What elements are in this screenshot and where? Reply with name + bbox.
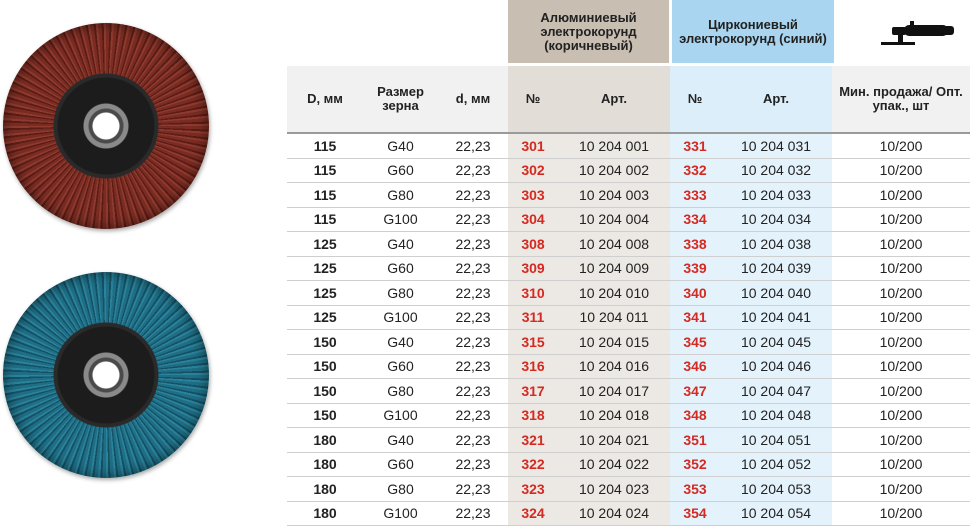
cell-grain: G80 xyxy=(363,477,438,502)
cell-bore: 22,23 xyxy=(438,428,508,453)
cell-zir-article: 10 204 041 xyxy=(720,305,832,330)
cell-grain: G40 xyxy=(363,133,438,158)
cell-alu-number: 302 xyxy=(508,158,558,183)
cell-grain: G100 xyxy=(363,207,438,232)
cell-zir-article: 10 204 054 xyxy=(720,501,832,526)
cell-pack: 10/200 xyxy=(832,452,970,477)
table-row xyxy=(287,501,970,526)
cell-diameter: 115 xyxy=(287,207,363,232)
cell-zir-number: 352 xyxy=(670,452,720,477)
cell-alu-number: 317 xyxy=(508,379,558,404)
cell-diameter: 150 xyxy=(287,354,363,379)
cell-grain: G100 xyxy=(363,403,438,428)
cell-grain: G80 xyxy=(363,183,438,208)
cell-bore: 22,23 xyxy=(438,330,508,355)
cell-zir-article: 10 204 048 xyxy=(720,403,832,428)
cell-grain: G60 xyxy=(363,354,438,379)
cell-zir-number: 345 xyxy=(670,330,720,355)
cell-zir-number: 347 xyxy=(670,379,720,404)
table-row xyxy=(287,256,970,281)
cell-pack: 10/200 xyxy=(832,501,970,526)
blue-flap-disc-image xyxy=(3,272,209,478)
cell-pack: 10/200 xyxy=(832,232,970,257)
cell-alu-article: 10 204 010 xyxy=(558,281,670,306)
cell-alu-number: 310 xyxy=(508,281,558,306)
angle-grinder-icon xyxy=(870,14,962,54)
cell-diameter: 180 xyxy=(287,501,363,526)
table-row xyxy=(287,232,970,257)
cell-alu-article: 10 204 004 xyxy=(558,207,670,232)
cell-alu-number: 301 xyxy=(508,133,558,158)
cell-diameter: 125 xyxy=(287,232,363,257)
cell-zir-number: 340 xyxy=(670,281,720,306)
cell-zir-number: 348 xyxy=(670,403,720,428)
cell-alu-number: 308 xyxy=(508,232,558,257)
cell-alu-article: 10 204 024 xyxy=(558,501,670,526)
cell-zir-number: 353 xyxy=(670,477,720,502)
cell-alu-number: 303 xyxy=(508,183,558,208)
cell-bore: 22,23 xyxy=(438,452,508,477)
cell-zir-article: 10 204 031 xyxy=(720,133,832,158)
cell-grain: G80 xyxy=(363,379,438,404)
cell-bore: 22,23 xyxy=(438,207,508,232)
cell-zir-article: 10 204 053 xyxy=(720,477,832,502)
cell-grain: G80 xyxy=(363,281,438,306)
cell-bore: 22,23 xyxy=(438,158,508,183)
table-row xyxy=(287,354,970,379)
cell-diameter: 115 xyxy=(287,183,363,208)
cell-alu-article: 10 204 015 xyxy=(558,330,670,355)
cell-grain: G100 xyxy=(363,305,438,330)
cell-pack: 10/200 xyxy=(832,428,970,453)
cell-bore: 22,23 xyxy=(438,256,508,281)
header-zir-article: Арт. xyxy=(720,66,832,133)
cell-alu-article: 10 204 021 xyxy=(558,428,670,453)
cell-pack: 10/200 xyxy=(832,256,970,281)
cell-zir-number: 346 xyxy=(670,354,720,379)
cell-diameter: 150 xyxy=(287,403,363,428)
cell-zir-article: 10 204 040 xyxy=(720,281,832,306)
table-header-row xyxy=(287,66,970,133)
cell-bore: 22,23 xyxy=(438,403,508,428)
cell-alu-article: 10 204 023 xyxy=(558,477,670,502)
cell-bore: 22,23 xyxy=(438,232,508,257)
cell-zir-number: 334 xyxy=(670,207,720,232)
cell-diameter: 180 xyxy=(287,452,363,477)
cell-alu-number: 311 xyxy=(508,305,558,330)
cell-alu-article: 10 204 003 xyxy=(558,183,670,208)
cell-grain: G40 xyxy=(363,232,438,257)
cell-diameter: 125 xyxy=(287,256,363,281)
cell-alu-article: 10 204 016 xyxy=(558,354,670,379)
brown-flap-disc-image xyxy=(3,23,209,229)
cell-pack: 10/200 xyxy=(832,330,970,355)
cell-zir-article: 10 204 039 xyxy=(720,256,832,281)
cell-alu-number: 315 xyxy=(508,330,558,355)
cell-zir-article: 10 204 047 xyxy=(720,379,832,404)
table-row xyxy=(287,133,970,158)
cell-zir-article: 10 204 038 xyxy=(720,232,832,257)
table-row xyxy=(287,379,970,404)
cell-alu-article: 10 204 017 xyxy=(558,379,670,404)
cell-diameter: 115 xyxy=(287,133,363,158)
cell-alu-article: 10 204 022 xyxy=(558,452,670,477)
table-row xyxy=(287,281,970,306)
cell-diameter: 125 xyxy=(287,281,363,306)
header-alu-number: № xyxy=(508,66,558,133)
cell-zir-article: 10 204 032 xyxy=(720,158,832,183)
cell-zir-number: 331 xyxy=(670,133,720,158)
cell-alu-article: 10 204 008 xyxy=(558,232,670,257)
table-row xyxy=(287,330,970,355)
cell-zir-article: 10 204 052 xyxy=(720,452,832,477)
cell-zir-article: 10 204 046 xyxy=(720,354,832,379)
cell-alu-number: 324 xyxy=(508,501,558,526)
cell-pack: 10/200 xyxy=(832,158,970,183)
cell-grain: G60 xyxy=(363,256,438,281)
cell-alu-number: 309 xyxy=(508,256,558,281)
cell-grain: G60 xyxy=(363,158,438,183)
cell-pack: 10/200 xyxy=(832,354,970,379)
cell-bore: 22,23 xyxy=(438,305,508,330)
cell-bore: 22,23 xyxy=(438,501,508,526)
cell-bore: 22,23 xyxy=(438,354,508,379)
cell-bore: 22,23 xyxy=(438,281,508,306)
cell-grain: G60 xyxy=(363,452,438,477)
cell-pack: 10/200 xyxy=(832,281,970,306)
cell-zir-number: 341 xyxy=(670,305,720,330)
header-alu-article: Арт. xyxy=(558,66,670,133)
cell-diameter: 180 xyxy=(287,428,363,453)
table-row xyxy=(287,477,970,502)
cell-alu-number: 321 xyxy=(508,428,558,453)
cell-alu-article: 10 204 018 xyxy=(558,403,670,428)
cell-grain: G100 xyxy=(363,501,438,526)
cell-pack: 10/200 xyxy=(832,403,970,428)
cell-pack: 10/200 xyxy=(832,183,970,208)
aluminium-group-header: Алюминиевый электрокорунд (коричневый) xyxy=(508,0,669,63)
cell-grain: G40 xyxy=(363,330,438,355)
product-table xyxy=(287,66,970,526)
table-row xyxy=(287,158,970,183)
header-zir-number: № xyxy=(670,66,720,133)
cell-pack: 10/200 xyxy=(832,207,970,232)
cell-diameter: 180 xyxy=(287,477,363,502)
cell-diameter: 125 xyxy=(287,305,363,330)
cell-diameter: 115 xyxy=(287,158,363,183)
cell-diameter: 150 xyxy=(287,330,363,355)
cell-alu-number: 304 xyxy=(508,207,558,232)
cell-diameter: 150 xyxy=(287,379,363,404)
cell-zir-article: 10 204 034 xyxy=(720,207,832,232)
table-row xyxy=(287,428,970,453)
cell-alu-number: 316 xyxy=(508,354,558,379)
cell-zir-number: 339 xyxy=(670,256,720,281)
cell-alu-article: 10 204 001 xyxy=(558,133,670,158)
table-row xyxy=(287,305,970,330)
cell-zir-article: 10 204 045 xyxy=(720,330,832,355)
cell-bore: 22,23 xyxy=(438,477,508,502)
cell-pack: 10/200 xyxy=(832,477,970,502)
table-row xyxy=(287,452,970,477)
header-grain: Размер зерна xyxy=(363,66,438,133)
cell-alu-number: 323 xyxy=(508,477,558,502)
header-diameter: D, мм xyxy=(287,66,363,133)
cell-alu-article: 10 204 002 xyxy=(558,158,670,183)
cell-bore: 22,23 xyxy=(438,133,508,158)
cell-zir-article: 10 204 033 xyxy=(720,183,832,208)
table-row xyxy=(287,403,970,428)
header-pack: Мин. продажа/ Опт. упак., шт xyxy=(832,66,970,133)
cell-zir-number: 332 xyxy=(670,158,720,183)
cell-zir-article: 10 204 051 xyxy=(720,428,832,453)
zirconium-group-header: Циркониевый электрокорунд (синий) xyxy=(672,0,834,63)
header-bore: d, мм xyxy=(438,66,508,133)
cell-alu-article: 10 204 011 xyxy=(558,305,670,330)
cell-alu-number: 322 xyxy=(508,452,558,477)
table-row xyxy=(287,207,970,232)
cell-bore: 22,23 xyxy=(438,183,508,208)
cell-grain: G40 xyxy=(363,428,438,453)
cell-zir-number: 354 xyxy=(670,501,720,526)
cell-alu-number: 318 xyxy=(508,403,558,428)
cell-bore: 22,23 xyxy=(438,379,508,404)
cell-alu-article: 10 204 009 xyxy=(558,256,670,281)
cell-zir-number: 351 xyxy=(670,428,720,453)
cell-pack: 10/200 xyxy=(832,305,970,330)
cell-zir-number: 333 xyxy=(670,183,720,208)
table-row xyxy=(287,183,970,208)
cell-pack: 10/200 xyxy=(832,133,970,158)
cell-pack: 10/200 xyxy=(832,379,970,404)
cell-zir-number: 338 xyxy=(670,232,720,257)
